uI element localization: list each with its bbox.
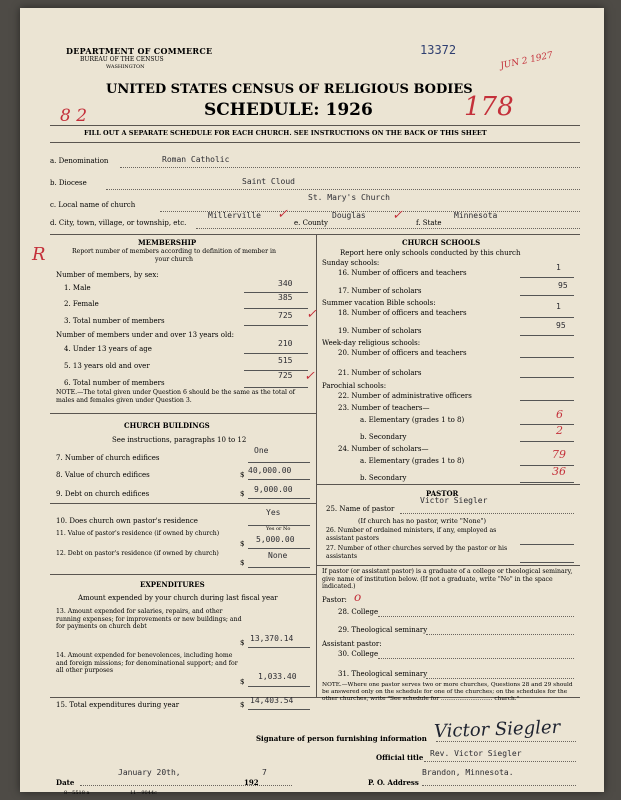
total-members-value: 725 xyxy=(278,311,293,320)
male-label: 1. Male xyxy=(64,284,91,292)
q10-label: 10. Does church own pastor's residence xyxy=(56,517,198,525)
by-sex-label: Number of members, by sex: xyxy=(56,271,159,279)
form-title: UNITED STATES CENSUS OF RELIGIOUS BODIES xyxy=(106,82,473,97)
q10-hint: Yes or No xyxy=(266,526,291,532)
year-digit: 7 xyxy=(262,768,267,777)
q25-label: 25. Name of pastor xyxy=(326,505,395,513)
q21-box xyxy=(520,367,574,378)
female-label: 2. Female xyxy=(64,300,99,308)
q23a-box xyxy=(520,414,574,425)
total6-value: 725 xyxy=(278,371,293,380)
date-value: January 20th, xyxy=(118,768,181,777)
q29-label: 29. Theological seminary xyxy=(338,626,428,634)
expenditures-intro: Amount expended by your church during last fiscal year xyxy=(78,594,278,602)
local-name-value: St. Mary's Church xyxy=(308,193,390,202)
q19-value: 95 xyxy=(556,321,566,330)
q14-label: 14. Amount expended for benevolences, including home and foreign missions; for denominational support; and for all other purposes xyxy=(56,652,238,674)
form-number-stamp: 13372 xyxy=(420,43,457,57)
form-instruction: FILL OUT A SEPARATE SCHEDULE FOR EACH CHURCH. SEE INSTRUCTIONS ON THE BACK OF THIS SHEET xyxy=(84,129,487,137)
male-box xyxy=(244,282,308,293)
section-rule xyxy=(50,234,580,235)
expenditures-rule xyxy=(50,574,316,575)
q19-label: 19. Number of scholars xyxy=(338,327,422,335)
q24b-value: 36 xyxy=(552,465,566,478)
female-value: 385 xyxy=(278,293,293,302)
q26-box xyxy=(520,534,574,545)
under13-value: 210 xyxy=(278,339,293,348)
q9-rule xyxy=(50,503,316,504)
female-box xyxy=(244,298,308,309)
bureau-city: WASHINGTON xyxy=(106,64,145,70)
pastor-heading: PASTOR xyxy=(426,489,459,498)
q24a-label: a. Elementary (grades 1 to 8) xyxy=(360,457,465,465)
po-address-label: P. O. Address xyxy=(368,778,419,787)
q26-label: 26. Number of ordained ministers, if any, employed as assistant pastors xyxy=(326,527,497,542)
county-checkmark: ✓ xyxy=(392,208,403,223)
state-label: f. State xyxy=(416,219,442,227)
q18-label: 18. Number of officers and teachers xyxy=(338,309,467,317)
sunday-label: Sunday schools: xyxy=(322,259,380,267)
q16-label: 16. Number of officers and teachers xyxy=(338,269,467,277)
schedule-title: SCHEDULE: 1926 xyxy=(204,100,373,120)
q23a-value: 6 xyxy=(556,408,563,421)
q15-dollar: $ xyxy=(240,701,245,709)
diocese-label: b. Diocese xyxy=(50,179,87,187)
q12-value: None xyxy=(268,551,288,560)
state-value: Minnesota xyxy=(454,211,498,220)
q13-label: 13. Amount expended for salaries, repairs, and other running expenses; for improvements or new buildings; and for payments on church debt xyxy=(56,608,242,630)
q18-box xyxy=(520,307,574,318)
city-value: Millerville xyxy=(208,211,261,220)
graduate-rule xyxy=(316,565,580,566)
q14-dollar: $ xyxy=(240,678,245,686)
parochial-label: Parochial schools: xyxy=(322,382,387,390)
handwritten-number: 178 xyxy=(464,92,514,122)
q7-value: One xyxy=(254,446,269,455)
form-code: 8—5518 a xyxy=(64,790,90,796)
pastor-rule xyxy=(316,484,580,485)
q8-value: 40,000.00 xyxy=(248,466,292,475)
diocese-line xyxy=(106,189,580,190)
total-members-box xyxy=(244,315,308,326)
county-value: Douglas xyxy=(332,211,366,220)
official-title-value: Rev. Victor Siegler xyxy=(430,749,522,758)
city-checkmark: ✓ xyxy=(277,207,288,222)
q21-label: 21. Number of scholars xyxy=(338,369,422,377)
q9-value: 9,000.00 xyxy=(254,485,293,494)
date-label: Date xyxy=(56,778,75,787)
po-address-line xyxy=(422,785,576,786)
q22-label: 22. Number of administrative officers xyxy=(338,392,472,400)
q24-label: 24. Number of scholars— xyxy=(338,445,429,453)
expenditures-heading: EXPENDITURES xyxy=(140,580,205,589)
department-name: DEPARTMENT OF COMMERCE xyxy=(66,46,213,56)
membership-intro: Report number of members according to definition of member in your church xyxy=(72,248,276,263)
signature-label: Signature of person furnishing information xyxy=(256,734,427,743)
over13-label: 5. 13 years old and over xyxy=(64,362,150,370)
column-divider xyxy=(316,234,317,697)
over13-value: 515 xyxy=(278,356,293,365)
total-members-label: 3. Total number of members xyxy=(64,317,165,325)
q14-value: 1,033.40 xyxy=(258,672,297,681)
q12-dollar: $ xyxy=(240,559,245,567)
q24b-label: b. Secondary xyxy=(360,474,407,482)
under13-box xyxy=(244,343,308,354)
city-line xyxy=(196,228,580,229)
q16-value: 1 xyxy=(556,263,561,272)
q23a-label: a. Elementary (grades 1 to 8) xyxy=(360,416,465,424)
q17-label: 17. Number of scholars xyxy=(338,287,422,295)
header-rule-top xyxy=(50,125,580,126)
schools-heading: CHURCH SCHOOLS xyxy=(402,238,481,247)
q20-box xyxy=(520,347,574,358)
q23b-value: 2 xyxy=(556,424,563,437)
q8-dollar: $ xyxy=(240,471,245,479)
total6-checkmark: ✓ xyxy=(304,369,315,384)
q9-label: 9. Debt on church edifices xyxy=(56,490,150,498)
q29-line xyxy=(426,634,574,635)
q11-value: 5,000.00 xyxy=(256,535,295,544)
q13-value: 13,370.14 xyxy=(250,634,294,643)
denomination-value: Roman Catholic xyxy=(162,155,230,164)
year-prefix: 192 xyxy=(244,778,259,787)
q28-label: 28. College xyxy=(338,608,379,616)
male-value: 340 xyxy=(278,279,293,288)
q8-label: 8. Value of church edifices xyxy=(56,471,150,479)
q12-label: 12. Debt on pastor's residence (if owned by church) xyxy=(56,550,219,557)
city-label: d. City, town, village, or township, etc. xyxy=(50,219,187,227)
q16-box xyxy=(520,267,574,278)
q22-box xyxy=(520,390,574,401)
over13-box xyxy=(244,360,308,371)
q25-line xyxy=(400,513,574,514)
q15-value: 14,403.54 xyxy=(250,696,294,705)
q15-label: 15. Total expenditures during year xyxy=(56,701,180,709)
county-label: e. County xyxy=(294,219,328,227)
handwritten-r: R xyxy=(32,244,46,265)
membership-heading: MEMBERSHIP xyxy=(138,238,197,247)
q10-value: Yes xyxy=(266,508,281,517)
membership-note: NOTE.—The total given under Question 6 should be the same as the total of males and females given under Question 3. xyxy=(56,389,295,404)
q18-value: 1 xyxy=(556,302,561,311)
q11-dollar: $ xyxy=(240,540,245,548)
q31-line xyxy=(426,678,574,679)
q24a-value: 79 xyxy=(552,448,566,461)
denomination-label: a. Denomination xyxy=(50,157,109,165)
handwritten-left-mark: 8 2 xyxy=(60,106,88,126)
total6-box xyxy=(244,377,308,388)
assistant-sub-label: Assistant pastor: xyxy=(322,640,382,648)
q30-line xyxy=(378,658,574,659)
pastor-signature: Victor Siegler xyxy=(433,716,561,743)
q9-dollar: $ xyxy=(240,490,245,498)
q23-label: 23. Number of teachers— xyxy=(338,404,430,412)
weekday-label: Week-day religious schools: xyxy=(322,339,421,347)
q31-label: 31. Theological seminary xyxy=(338,670,428,678)
bureau-name: BUREAU OF THE CENSUS xyxy=(80,56,164,63)
q28-line xyxy=(378,616,574,617)
graduate-intro: If pastor (or assistant pastor) is a graduate of a college or theological seminary, give name of institution below. (If not a graduate, write "No" in the space indicated.) xyxy=(322,568,573,590)
q27-box xyxy=(520,552,574,563)
q25-hint: (If church has no pastor, write "None") xyxy=(358,517,487,525)
official-title-label: Official title xyxy=(376,753,424,762)
pastor-sub-label: Pastor: xyxy=(322,596,347,604)
q30-label: 30. College xyxy=(338,650,379,658)
q23b-label: b. Secondary xyxy=(360,433,407,441)
q27-label: 27. Number of other churches served by the pastor or his assistants xyxy=(326,545,508,560)
po-address-value: Brandon, Minnesota. xyxy=(422,768,514,777)
q11-label: 11. Value of pastor's residence (if owned by church) xyxy=(56,530,220,537)
pastor-note: NOTE.—Where one pastor serves two or more churches, Questions 28 and 29 should be answered only on the schedule for one of the churches; on the schedules for the other churches, write "See schedule for ............................ church." xyxy=(322,682,573,702)
q13-dollar: $ xyxy=(240,639,245,647)
under13-label: 4. Under 13 years of age xyxy=(64,345,152,353)
total6-label: 6. Total number of members xyxy=(64,379,165,387)
buildings-rule xyxy=(50,413,316,414)
total-checkmark: ✓ xyxy=(306,307,317,322)
header-rule-bottom xyxy=(50,142,580,143)
diocese-value: Saint Cloud xyxy=(242,177,295,186)
vacation-label: Summer vacation Bible schools: xyxy=(322,299,436,307)
received-date-stamp: JUN 2 1927 xyxy=(499,50,554,72)
denomination-line xyxy=(120,167,580,168)
buildings-heading: CHURCH BUILDINGS xyxy=(124,421,210,430)
date-line xyxy=(80,785,292,786)
q25-value: Victor Siegler xyxy=(420,496,488,505)
census-form-sheet xyxy=(20,8,604,796)
age-intro-label: Number of members under and over 13 years old: xyxy=(56,331,235,339)
pastor-handwritten-mark: o xyxy=(354,590,362,604)
form-code-secondary: 11—9044c xyxy=(130,790,157,796)
q20-label: 20. Number of officers and teachers xyxy=(338,349,467,357)
q17-value: 95 xyxy=(558,281,568,290)
official-title-line xyxy=(424,761,576,762)
schools-intro: Report here only schools conducted by this church xyxy=(340,249,521,257)
local-name-label: c. Local name of church xyxy=(50,201,136,209)
buildings-intro: See instructions, paragraphs 10 to 12 xyxy=(112,436,247,444)
q23b-box xyxy=(520,431,574,442)
q7-label: 7. Number of church edifices xyxy=(56,454,160,462)
